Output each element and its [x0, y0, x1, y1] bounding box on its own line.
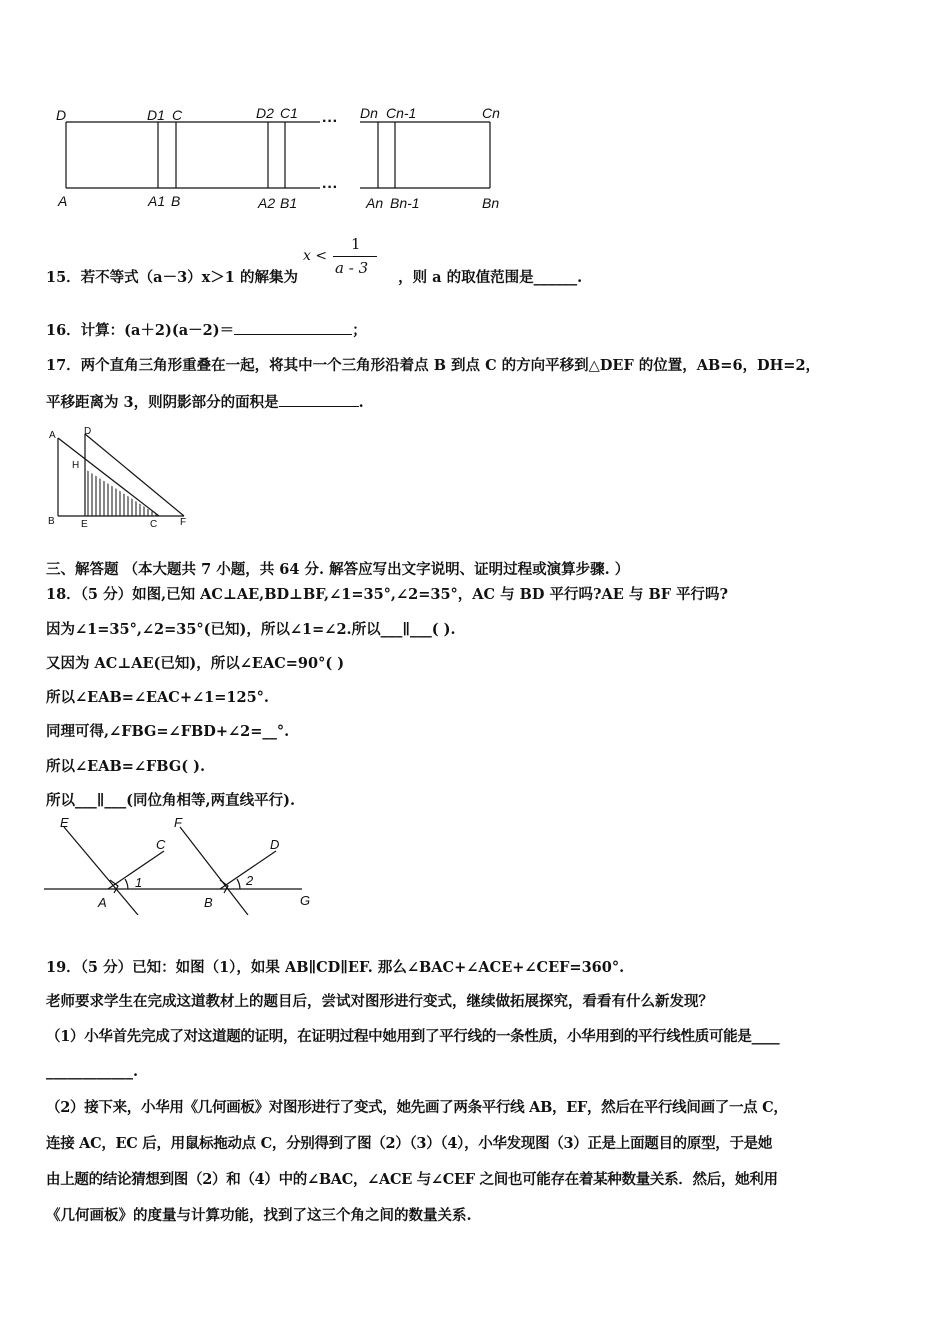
fig18-label-2: 2	[246, 873, 254, 888]
label-D1: D1	[147, 107, 165, 123]
label-Bn-1: Bn-1	[390, 195, 420, 211]
dots-top: ···	[322, 113, 338, 130]
label-B: B	[171, 193, 181, 209]
label-D: D	[56, 107, 67, 123]
fig18-label-1: 1	[135, 875, 143, 890]
tri-label-H: H	[72, 460, 80, 471]
question-18-line3: 又因为 AC⊥AE(已知)，所以∠EAC=90°( )	[46, 655, 345, 672]
fig18-label-C: C	[156, 837, 166, 852]
label-B1: B1	[280, 195, 298, 211]
question-19-line1: 19．（5 分）已知：如图（1），如果 AB∥CD∥EF. 那么∠BAC+∠ACE+∠CEF=360°.	[46, 959, 625, 976]
label-C: C	[172, 107, 183, 123]
fig18-label-B: B	[204, 895, 213, 910]
label-An: An	[366, 195, 384, 211]
tri-label-B: B	[48, 516, 55, 527]
question-18-line5: 同理可得,∠FBG=∠FBD+∠2=__°.	[46, 723, 290, 740]
q17-answer-blank[interactable]	[279, 392, 359, 407]
question-18-line7: 所以___∥___(同位角相等,两直线平行).	[46, 792, 295, 809]
tri-label-C: C	[150, 519, 158, 530]
question-19-line6: 连接 AC，EC 后，用鼠标拖动点 C，分别得到了图（2）（3）（4），小华发现图（3）正是上面题目的原型，于是她	[46, 1135, 773, 1152]
label-A1: A1	[148, 193, 166, 209]
question-19-line3: （1）小华首先完成了对这道题的证明，在证明过程中她用到了平行线的一条性质，小华用到的平行线性质可能是____	[46, 1028, 780, 1045]
question-19-line5: （2）接下来，小华用《几何画板》对图形进行了变式，她先画了两条平行线 AB，EF，然后在平行线间画了一点 C，	[46, 1099, 788, 1116]
fig18-label-D: D	[270, 837, 280, 852]
fig18-label-G: G	[300, 893, 311, 908]
q15-text-b: ，则 a 的取值范围是______.	[398, 269, 583, 286]
tri-label-F: F	[180, 517, 187, 528]
label-Dn: Dn	[360, 105, 378, 121]
label-Cn: Cn	[482, 105, 500, 121]
question-18-line6: 所以∠EAB=∠FBG( ).	[46, 758, 206, 775]
q15-text-a: 15．若不等式（a－3）x＞1 的解集为	[46, 269, 298, 286]
triangle-figure	[44, 424, 204, 534]
question-19-line4: ____________.	[46, 1063, 139, 1080]
q15-denominator: a - 3	[335, 259, 369, 277]
q16-tail: ；	[352, 322, 367, 339]
q15-solution-fraction	[303, 235, 393, 292]
label-A: A	[58, 193, 68, 209]
question-18-line1: 18．（5 分）如图,已知 AC⊥AE,BD⊥BF,∠1=35°,∠2=35°，AC 与 BD 平行吗?AE 与 BF 平行吗?	[46, 586, 729, 603]
q16-answer-blank[interactable]	[234, 320, 352, 335]
q16-text: 16．计算：(a＋2)(a－2)＝	[46, 322, 235, 339]
question-17-line1: 17．两个直角三角形重叠在一起，将其中一个三角形沿着点 B 到点 C 的方向平移到△DEF 的位置，AB=6，DH=2，	[46, 357, 821, 374]
tri-label-A: A	[49, 430, 56, 441]
question-17-line2	[46, 392, 364, 413]
question-18-line4: 所以∠EAB=∠EAC+∠1=125°.	[46, 689, 269, 706]
tri-label-E: E	[81, 519, 88, 530]
question-19-line8: 《几何画板》的度量与计算功能，找到了这三个角之间的数量关系.	[46, 1207, 472, 1224]
question-19-line7: 由上题的结论猜想到图（2）和（4）中的∠BAC，∠ACE 与∠CEF 之间也可能存在着某种数量关系．然后，她利用	[46, 1171, 778, 1188]
section-3-heading: 三、解答题 （本大题共 7 小题，共 64 分. 解答应写出文字说明、证明过程或演算步骤. ）	[46, 561, 630, 578]
label-Bn: Bn	[482, 195, 500, 211]
parallel-lines-figure	[40, 815, 330, 915]
question-18-line2: 因为∠1=35°,∠2=35°(已知)，所以∠1=∠2.所以___∥___( ).	[46, 621, 456, 638]
fig18-label-A: A	[98, 895, 107, 910]
q17-line2-text: 平移距离为 3，则阴影部分的面积是	[46, 394, 279, 411]
label-C1: C1	[280, 105, 298, 121]
question-15	[46, 235, 583, 298]
dots-bottom: ···	[322, 179, 338, 196]
q15-numerator: 1	[351, 235, 361, 253]
fig18-label-E: E	[60, 815, 69, 830]
tri-label-D: D	[84, 426, 92, 437]
question-16	[46, 320, 367, 341]
q17-tail: .	[358, 394, 364, 411]
label-A2: A2	[258, 195, 276, 211]
label-D2: D2	[256, 105, 274, 121]
q15-x-lt: x <	[303, 248, 328, 264]
label-Cn-1: Cn-1	[386, 105, 417, 121]
question-19-line2: 老师要求学生在完成这道教材上的题目后，尝试对图形进行变式，继续做拓展探究，看看有什么新发现？	[46, 993, 713, 1010]
fig18-label-F: F	[174, 815, 182, 830]
rectangles-figure	[50, 100, 510, 215]
